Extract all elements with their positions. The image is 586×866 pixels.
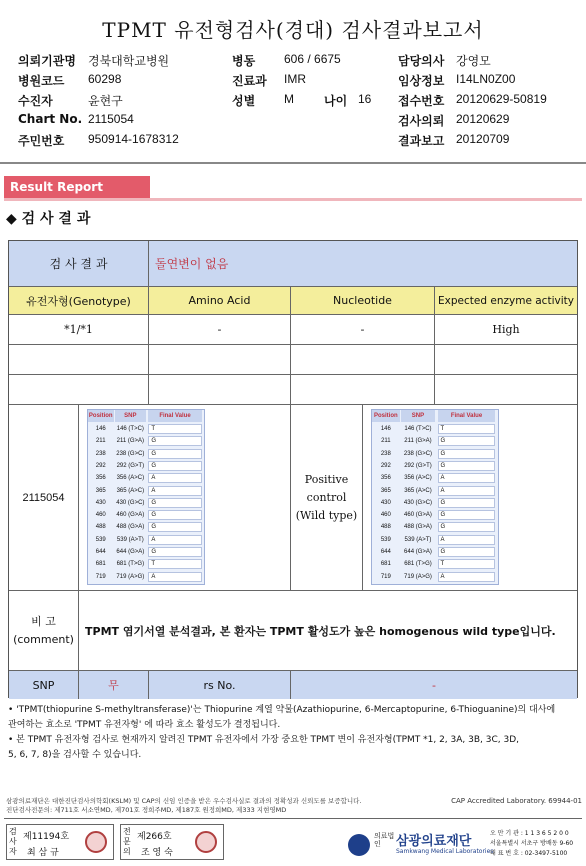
snp-final-value: A xyxy=(148,572,201,582)
snp-position: 238 xyxy=(95,450,106,457)
snp-final-value: G xyxy=(148,547,201,557)
snp-final-value: G xyxy=(438,510,496,520)
snp-variant: 681 (T>G) xyxy=(116,561,145,568)
snp-row xyxy=(372,472,498,484)
snp-position: 539 xyxy=(380,536,391,543)
snp-row xyxy=(372,423,498,435)
signature-box-1 xyxy=(6,824,114,860)
note-line: • 'TPMT(thiopurine S-methyltransferase)'는 Thiopurine 계열 약물(Azathiopurine, 6-Mercaptopurine, 6-Thioguanine)의 대사에 xyxy=(8,705,556,715)
snp-column-header: Final Value xyxy=(148,410,201,422)
ward-value: 606 / 6675 xyxy=(284,52,341,66)
snp-variant: 356 (A>C) xyxy=(116,475,145,482)
enzyme-value: High xyxy=(435,315,577,345)
note-line: 5, 6, 7, 8)을 검사할 수 있습니다. xyxy=(8,750,142,760)
snp-final-value: A xyxy=(438,486,496,496)
result-table xyxy=(8,240,578,698)
snp-final-value: A xyxy=(148,473,201,483)
doctor-value: 강영모 xyxy=(456,54,491,68)
remark-label-en: (comment) xyxy=(13,632,74,646)
sample-snp-cell xyxy=(79,405,291,591)
enzyme-header: Expected enzyme activity xyxy=(435,287,577,315)
snp-variant: 365 (A>C) xyxy=(404,487,432,494)
snp-variant: 460 (G>A) xyxy=(116,512,145,519)
clinical-label: 임상정보 xyxy=(398,74,445,88)
org-en: Samkwang Medical Laboratories xyxy=(396,848,494,855)
report-date-label: 결과보고 xyxy=(398,134,445,148)
snp-position: 365 xyxy=(95,487,106,494)
snp-variant: 681 (T>G) xyxy=(404,561,432,568)
snp-variant: 356 (A>C) xyxy=(404,475,432,482)
snp-variant: 211 (G>A) xyxy=(404,438,432,445)
note-line: 관여하는 효소로 'TPMT 유전자형' 에 따라 효소 활성도가 결정됩니다. xyxy=(8,720,281,730)
snp-position: 365 xyxy=(380,487,391,494)
snp-variant: 719 (A>G) xyxy=(116,573,145,580)
snp-row xyxy=(372,497,498,509)
snp-label: SNP xyxy=(9,671,79,699)
snp-row xyxy=(372,546,498,558)
contact-line: 서울특별시 서초구 방배동 9-60 xyxy=(490,840,574,847)
snp-final-value: G xyxy=(438,547,496,557)
notes xyxy=(8,703,580,763)
seal-stamp-icon xyxy=(85,831,107,853)
header-row xyxy=(18,72,578,90)
snp-variant: 292 (G>T) xyxy=(404,462,432,469)
snp-final-value: G xyxy=(148,436,201,446)
request-value: 20120629 xyxy=(456,112,510,126)
empty-cell xyxy=(291,345,435,375)
rrn-label: 주민번호 xyxy=(18,134,65,148)
snp-row xyxy=(372,448,498,460)
contact-line: 오 만 기 관 : 1 1 3 6 5 2 0 0 xyxy=(490,830,569,837)
org-logo-icon xyxy=(348,834,370,856)
snp-row xyxy=(88,448,204,460)
snp-row xyxy=(88,435,204,447)
snp-variant: 238 (G>C) xyxy=(403,450,433,457)
snp-variant: 365 (A>C) xyxy=(116,487,145,494)
note-line: • 본 TPMT 유전자형 검사로 현재까지 알려진 TPMT 유전자에서 가장 중요한 TPMT 변이 유전자형(TPMT *1, 2, 3A, 3B, 3C, 3D, xyxy=(8,735,520,745)
dept-label: 진료과 xyxy=(232,74,267,88)
snp-row xyxy=(88,558,204,570)
control-line: control xyxy=(306,490,347,504)
snp-final-value: A xyxy=(148,486,201,496)
result-label: 검 사 결 과 xyxy=(9,241,149,287)
chart-label: Chart No. xyxy=(18,112,83,126)
rs-value: - xyxy=(291,671,577,699)
footer-certification xyxy=(6,797,582,815)
remark-label-cell xyxy=(9,591,79,671)
snp-final-value: A xyxy=(148,535,201,545)
sig2-name: 조 영 숙 xyxy=(141,848,173,858)
snp-row xyxy=(88,460,204,472)
snp-final-value: T xyxy=(438,559,496,569)
empty-cell xyxy=(9,375,149,405)
snp-variant: 430 (G>C) xyxy=(403,499,433,506)
seal-stamp-icon xyxy=(195,831,217,853)
snp-variant: 539 (A>T) xyxy=(404,536,432,543)
empty-cell xyxy=(9,345,149,375)
snp-column-header: SNP xyxy=(115,410,146,422)
snp-row xyxy=(88,571,204,583)
snp-position: 644 xyxy=(95,549,106,555)
snp-position: 488 xyxy=(380,524,391,531)
control-line: (Wild type) xyxy=(295,508,358,522)
snp-row xyxy=(372,558,498,570)
snp-row xyxy=(372,435,498,447)
snp-final-value: G xyxy=(148,461,201,471)
snp-final-value: G xyxy=(438,498,496,508)
snp-final-value: G xyxy=(438,436,496,446)
snp-column-header: Final Value xyxy=(438,410,496,422)
snp-final-value: T xyxy=(438,424,496,434)
header-row xyxy=(18,132,578,150)
snp-position: 430 xyxy=(380,499,391,506)
empty-cell xyxy=(149,345,291,375)
snp-position: 430 xyxy=(95,499,106,506)
banner-underline xyxy=(4,198,582,201)
snp-row xyxy=(88,509,204,521)
snp-position: 719 xyxy=(95,573,106,580)
snp-column-header: SNP xyxy=(401,410,435,422)
snp-variant: 644 (G>A) xyxy=(116,549,145,555)
rs-label: rs No. xyxy=(149,671,291,699)
contact-line: 대 표 번 호 : 02-3497-5100 xyxy=(490,850,568,857)
snp-row xyxy=(88,497,204,509)
dept-value: IMR xyxy=(284,72,306,86)
snp-column-header: Position xyxy=(372,410,400,422)
snp-final-value: A xyxy=(438,473,496,483)
nucleotide-value: - xyxy=(291,315,435,345)
sig1-name: 최 삼 규 xyxy=(27,848,59,858)
patient-label: 수진자 xyxy=(18,94,53,108)
snp-position: 488 xyxy=(95,524,106,531)
snp-position: 460 xyxy=(380,512,391,519)
snp-position: 292 xyxy=(95,462,106,469)
snp-value: 무 xyxy=(79,671,149,699)
nucleotide-header: Nucleotide xyxy=(291,287,435,315)
snp-final-value: G xyxy=(438,449,496,459)
signature-box-2 xyxy=(120,824,224,860)
sig1-label: 검사자 xyxy=(9,827,17,856)
snp-variant: 292 (G>T) xyxy=(116,462,145,469)
snp-column-header: Position xyxy=(88,410,114,422)
institution-value: 경북대학교병원 xyxy=(88,54,170,68)
staff-text: 진단검사전문의: 제711호 서소연MD, 제701호 정희주MD, 제187호 원정희MD, 제333 지현영MD xyxy=(6,806,287,814)
snp-position: 681 xyxy=(95,561,106,568)
snp-position: 719 xyxy=(380,573,391,580)
snp-position: 460 xyxy=(95,512,106,519)
cert-text: 삼광의료재단은 대한진단검사의학회(KSLM) 및 CAP의 신임 인증을 받은 우수검사실로 결과의 정확성과 신뢰도를 보증합니다. xyxy=(6,797,362,805)
snp-row xyxy=(372,509,498,521)
remark-label: 비 고 xyxy=(31,614,56,628)
doctor-label: 담당의사 xyxy=(398,54,445,68)
genotype-value: *1/*1 xyxy=(9,315,149,345)
signature-block xyxy=(6,824,306,862)
sig2-label: 전문의 xyxy=(123,827,131,856)
snp-row xyxy=(88,521,204,533)
snp-position: 292 xyxy=(380,462,391,469)
footer-divider xyxy=(4,818,582,819)
cap-text: CAP Accredited Laboratory. 69944-01 xyxy=(451,797,582,805)
clinical-value: I14LN0Z00 xyxy=(456,72,516,86)
sample-id: 2115054 xyxy=(9,405,79,591)
header-row xyxy=(18,52,578,70)
snp-row xyxy=(372,534,498,546)
snp-position: 238 xyxy=(380,450,391,457)
header-row xyxy=(18,92,578,110)
snp-row xyxy=(372,521,498,533)
empty-cell xyxy=(435,345,577,375)
snp-variant: 430 (G>C) xyxy=(116,499,145,506)
snp-row xyxy=(88,534,204,546)
snp-position: 146 xyxy=(95,426,106,432)
snp-position: 539 xyxy=(95,536,106,543)
institution-label: 의뢰기관명 xyxy=(18,54,76,68)
empty-cell xyxy=(291,375,435,405)
sample-snp-panel xyxy=(87,409,205,585)
empty-cell xyxy=(435,375,577,405)
age-label: 나이 xyxy=(324,94,348,108)
snp-variant: 488 (G>A) xyxy=(116,524,145,531)
snp-variant: 539 (A>T) xyxy=(116,536,144,543)
snp-variant: 644 (G>A) xyxy=(404,549,432,555)
report-title: TPMT 유전형검사(경대) 검사결과보고서 xyxy=(102,18,484,42)
snp-row xyxy=(372,485,498,497)
org-block xyxy=(348,826,584,862)
snp-final-value: T xyxy=(148,424,201,434)
snp-final-value: A xyxy=(438,572,496,582)
snp-row xyxy=(88,485,204,497)
rrn-value: 950914-1678312 xyxy=(88,132,179,146)
sig1-no: 제11194호 xyxy=(23,832,70,842)
remark-text: TPMT 염기서열 분석결과, 본 환자는 TPMT 활성도가 높은 homogenous wild type입니다. xyxy=(79,591,577,671)
snp-variant: 211 (G>A) xyxy=(116,438,145,445)
snp-row xyxy=(88,423,204,435)
result-value: 돌연변이 없음 xyxy=(149,241,577,287)
request-label: 검사의뢰 xyxy=(398,114,445,128)
chart-value: 2115054 xyxy=(88,112,134,126)
snp-position: 681 xyxy=(380,561,391,568)
receipt-label: 접수번호 xyxy=(398,94,445,108)
snp-row xyxy=(372,571,498,583)
report-date-value: 20120709 xyxy=(456,132,510,146)
org-small: 의료법인 xyxy=(374,832,395,848)
hospital-code-value: 60298 xyxy=(88,72,122,86)
age-value: 16 xyxy=(358,92,372,106)
snp-position: 644 xyxy=(380,549,391,555)
receipt-value: 20120629-50819 xyxy=(456,92,547,106)
snp-variant: 146 (T>C) xyxy=(404,426,432,432)
result-report-banner: Result Report xyxy=(4,176,150,198)
amino-header: Amino Acid xyxy=(149,287,291,315)
control-cell xyxy=(291,405,363,591)
header-row xyxy=(18,112,578,130)
amino-value: - xyxy=(149,315,291,345)
snp-variant: 146 (T>C) xyxy=(116,426,144,432)
snp-final-value: G xyxy=(438,522,496,532)
genotype-header: 유전자형(Genotype) xyxy=(9,287,149,315)
divider xyxy=(0,162,586,164)
snp-variant: 238 (G>C) xyxy=(116,450,145,457)
sig2-no: 제266호 xyxy=(137,832,172,842)
snp-final-value: G xyxy=(148,522,201,532)
snp-variant: 460 (G>A) xyxy=(404,512,432,519)
snp-variant: 719 (A>G) xyxy=(404,573,432,580)
snp-row xyxy=(88,472,204,484)
patient-value: 윤현구 xyxy=(88,94,123,108)
snp-row xyxy=(88,546,204,558)
snp-final-value: G xyxy=(438,461,496,471)
snp-row xyxy=(372,460,498,472)
snp-final-value: A xyxy=(438,535,496,545)
snp-position: 211 xyxy=(381,438,391,445)
snp-position: 356 xyxy=(95,475,106,482)
hospital-code-label: 병원코드 xyxy=(18,74,65,88)
org-name: 삼광의료재단 xyxy=(396,834,472,849)
section-title: ◆ 검 사 결 과 xyxy=(6,211,91,227)
sex-label: 성별 xyxy=(232,94,256,108)
snp-position: 146 xyxy=(380,426,391,432)
snp-position: 356 xyxy=(380,475,391,482)
snp-final-value: T xyxy=(148,559,201,569)
snp-final-value: G xyxy=(148,449,201,459)
sex-value: M xyxy=(284,92,294,106)
snp-final-value: G xyxy=(148,498,201,508)
control-snp-panel xyxy=(371,409,499,585)
empty-cell xyxy=(149,375,291,405)
control-snp-cell xyxy=(363,405,577,591)
ward-label: 병동 xyxy=(232,54,256,68)
snp-variant: 488 (G>A) xyxy=(404,524,432,531)
snp-final-value: G xyxy=(148,510,201,520)
control-line: Positive xyxy=(304,472,349,486)
snp-position: 211 xyxy=(95,438,106,445)
